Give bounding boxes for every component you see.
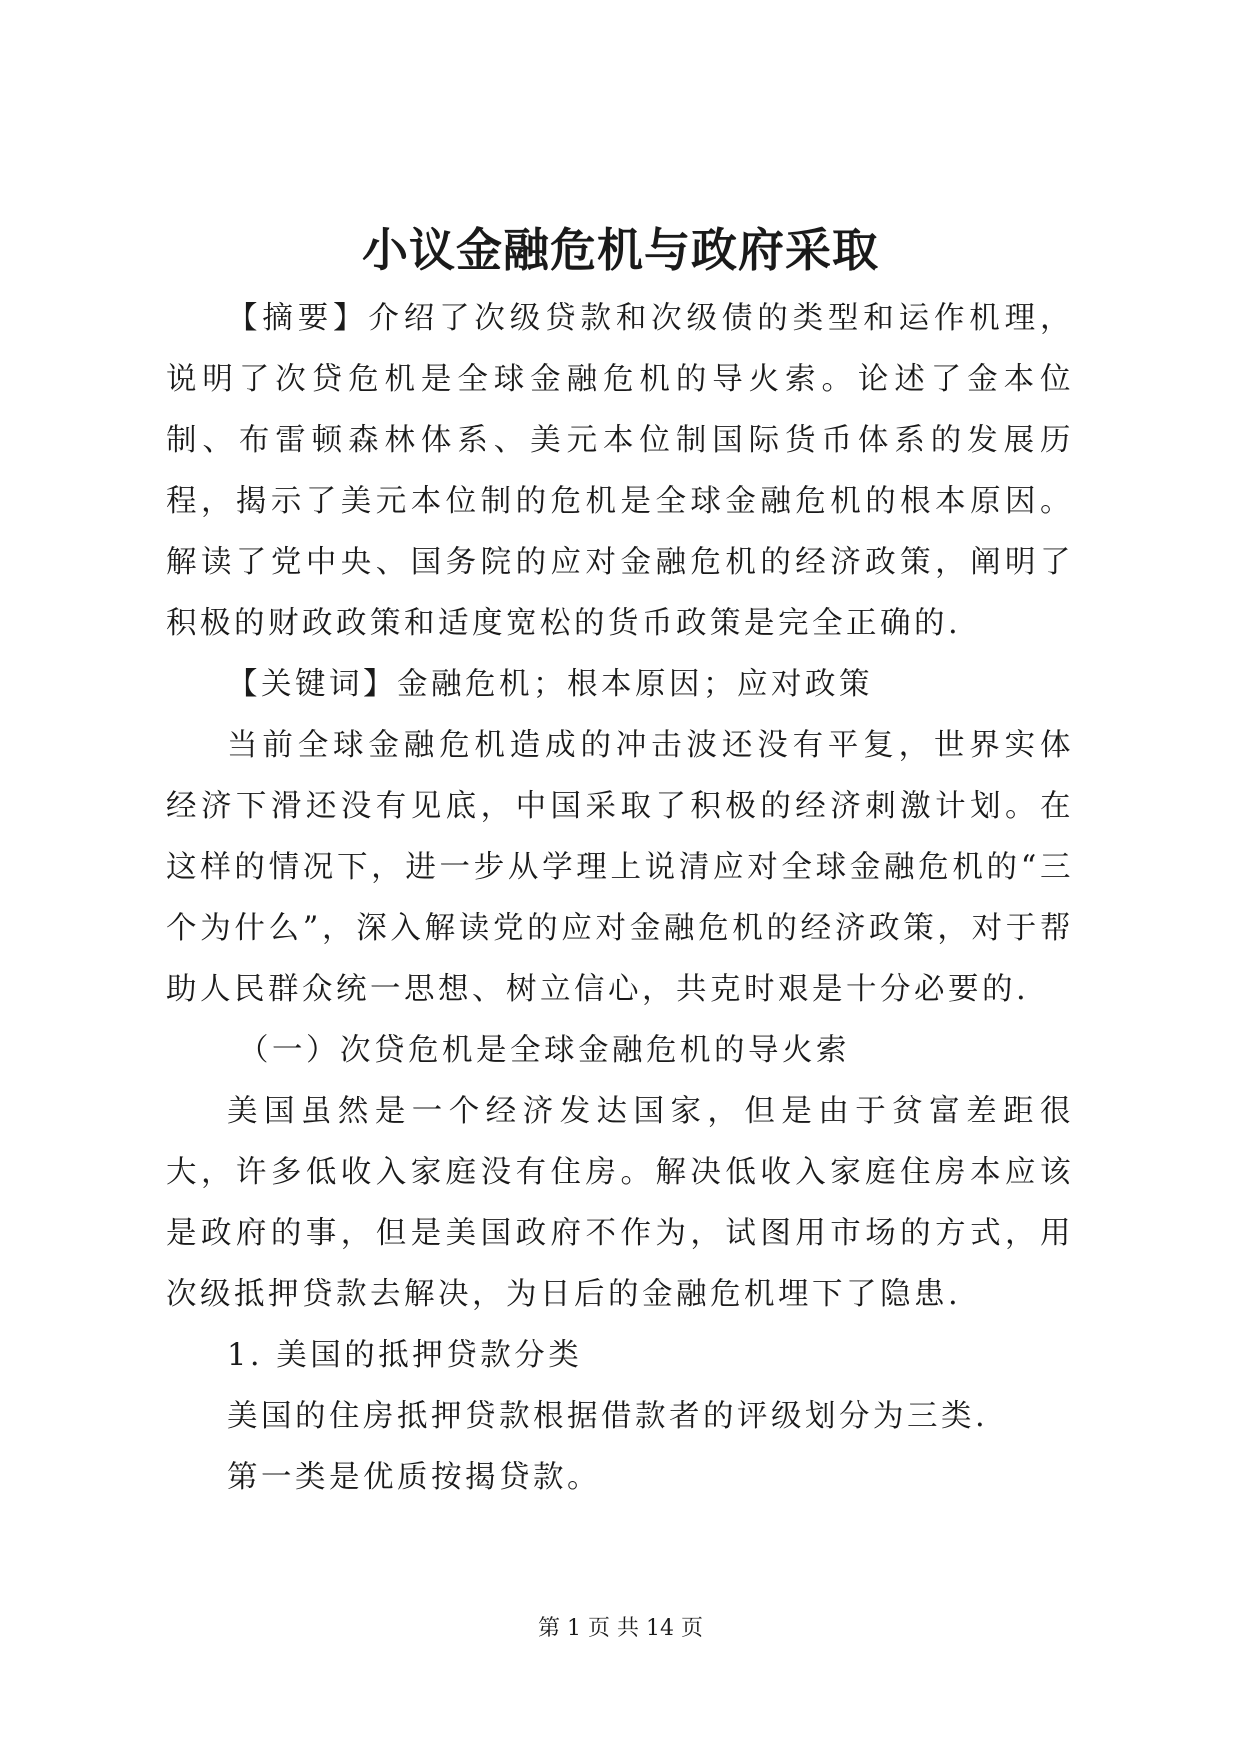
section-heading: （一）次贷危机是全球金融危机的导火索 bbox=[238, 1033, 850, 1068]
abstract-paragraph: 【摘要】介绍了次级贷款和次级债的类型和运作机理，说明了次贷危机是全球金融危机的导火索。论述了金本位制、布雷顿森林体系、美元本位制国际货币体系的发展历程，揭示了美元本位制的危机是全球金融危机的根本原因。解读了党中央、国务院的应对金融危机的经济政策，阐明了积极的财政政策和适度宽松的货币政策是完全正确的. bbox=[166, 301, 1074, 641]
page-footer: 第 1 页 共 14 页 bbox=[538, 1616, 703, 1641]
intro-paragraph: 当前全球金融危机造成的冲击波还没有平复，世界实体经济下滑还没有见底，中国采取了积极的经济刺激计划。在这样的情况下，进一步从学理上说清应对全球金融危机的“三个为什么”，深入解读党的应对金融危机的经济政策，对于帮助人民群众统一思想、树立信心，共克时艰是十分必要的. bbox=[166, 728, 1074, 1007]
body-paragraph: 第一类是优质按揭贷款。 bbox=[227, 1460, 601, 1495]
body-paragraph: 美国虽然是一个经济发达国家，但是由于贫富差距很大，许多低收入家庭没有住房。解决低收入家庭住房本应该是政府的事，但是美国政府不作为，试图用市场的方式，用次级抵押贷款去解决，为日后的金融危机埋下了隐患. bbox=[166, 1094, 1074, 1312]
keywords-paragraph: 【关键词】金融危机；根本原因；应对政策 bbox=[227, 667, 873, 702]
document-title: 小议金融危机与政府采取 bbox=[362, 223, 879, 277]
document-body bbox=[166, 288, 1074, 1508]
subsection-heading: 1. 美国的抵押贷款分类 bbox=[227, 1338, 583, 1373]
body-paragraph: 美国的住房抵押贷款根据借款者的评级划分为三类. bbox=[227, 1399, 989, 1434]
